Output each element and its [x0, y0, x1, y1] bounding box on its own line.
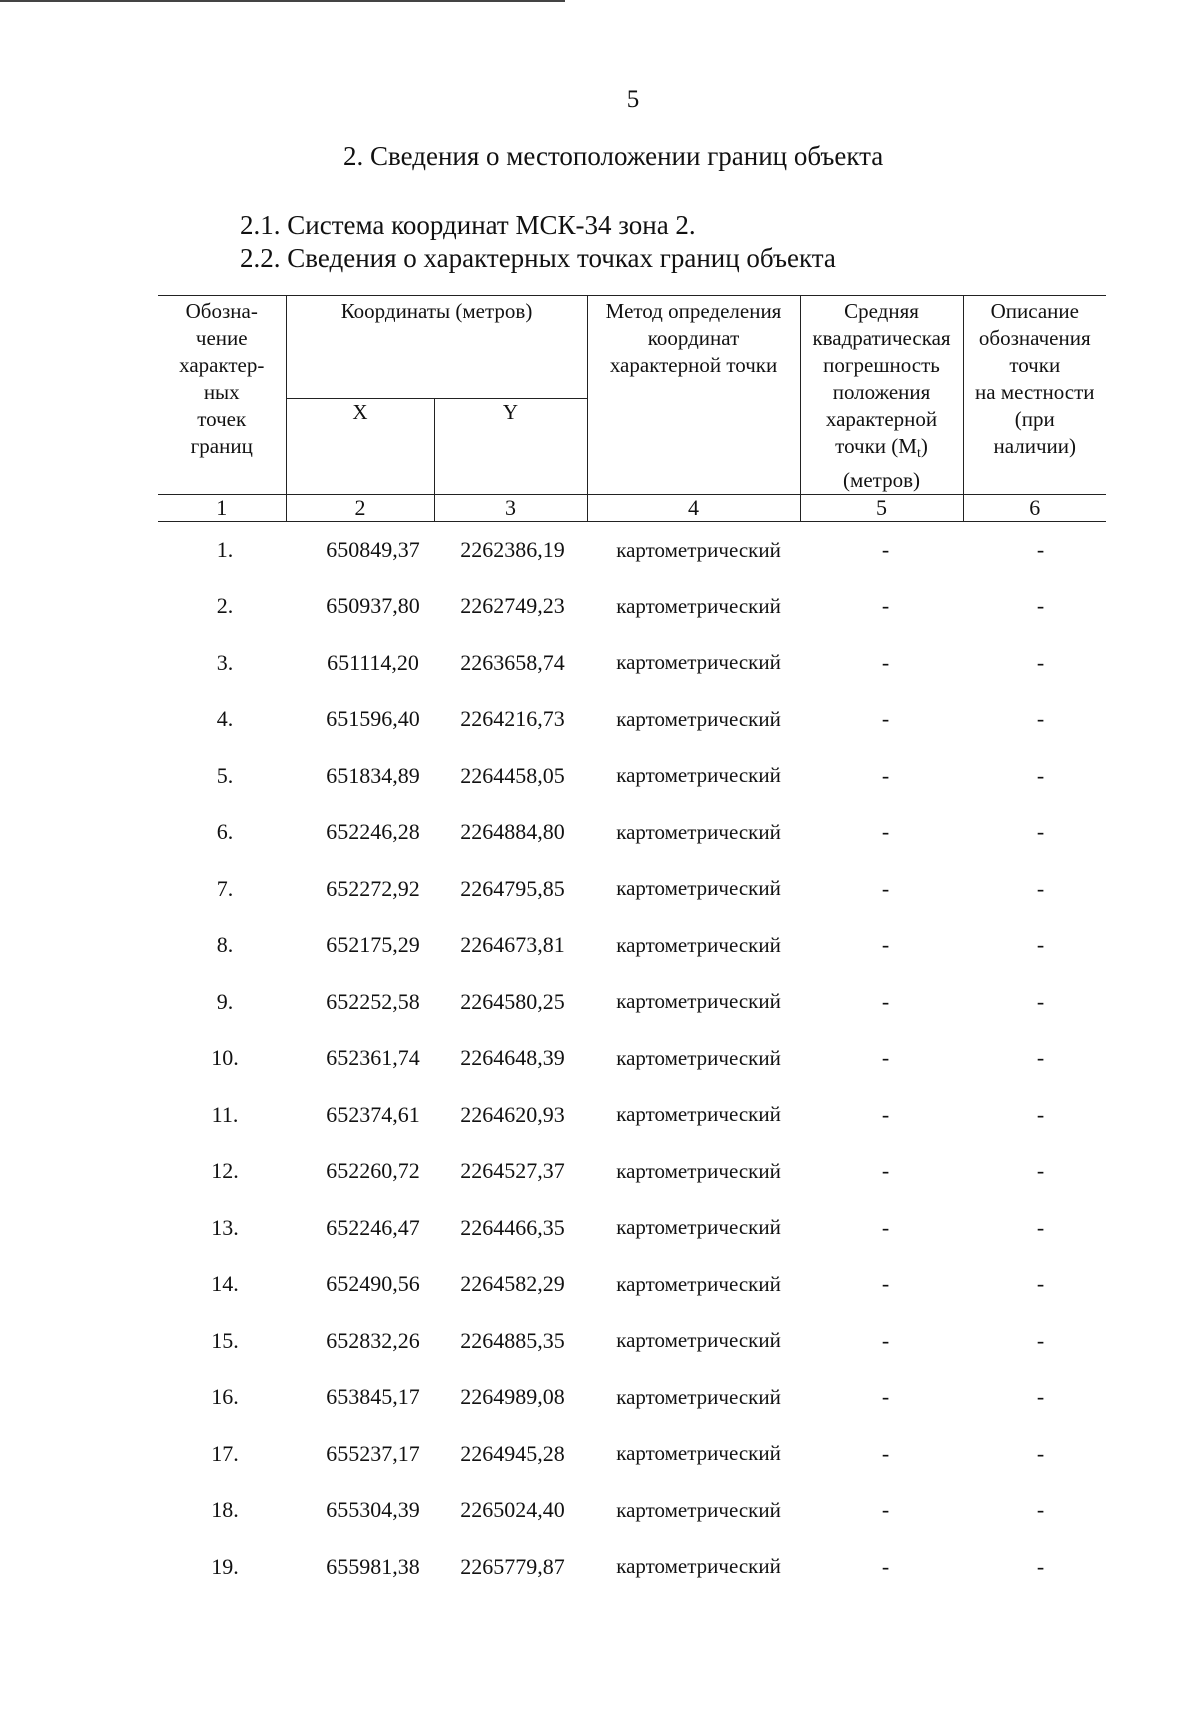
coord-y: 2264945,28	[460, 1440, 565, 1466]
point-number: 12.	[211, 1158, 239, 1184]
mean-error: -	[881, 819, 890, 845]
coord-y: 2264673,81	[460, 932, 565, 958]
method: картометрический	[616, 1158, 781, 1183]
coord-y: 2264527,37	[460, 1158, 565, 1184]
mean-error: -	[881, 1271, 890, 1297]
description: -	[1036, 1440, 1045, 1466]
table-row	[158, 1426, 1106, 1483]
coord-x: 652490,56	[326, 1271, 420, 1297]
table-row	[158, 748, 1106, 805]
subsection-points-info: 2.2. Сведения о характерных точках границ объекта	[240, 243, 836, 273]
point-number: 18.	[211, 1497, 239, 1523]
header-point-designation: Обозна- чение характер- ных точек границ	[158, 296, 286, 495]
coord-y: 2264885,35	[460, 1327, 565, 1353]
description: -	[1036, 706, 1045, 732]
mean-error: -	[881, 1327, 890, 1353]
header-description: Описание обозначения точки на местности (при наличии)	[963, 296, 1106, 495]
method: картометрический	[616, 537, 781, 562]
coord-x: 652246,28	[326, 819, 420, 845]
column-number: 3	[434, 495, 587, 522]
coord-y: 2264795,85	[460, 875, 565, 901]
table-row	[158, 861, 1106, 918]
description: -	[1036, 537, 1045, 562]
description: -	[1036, 1101, 1045, 1127]
method: картометрический	[616, 1497, 781, 1522]
description: -	[1036, 1271, 1045, 1297]
point-number: 6.	[216, 819, 234, 845]
coord-y: 2265024,40	[460, 1497, 565, 1523]
column-number: 5	[800, 495, 963, 522]
table-row	[158, 1256, 1106, 1313]
section-title: 2. Сведения о местоположении границ объекта	[343, 141, 884, 171]
coord-y: 2264216,73	[460, 706, 565, 732]
method: картометрический	[616, 876, 781, 901]
description: -	[1036, 1327, 1045, 1353]
coord-x: 650937,80	[326, 593, 420, 619]
description: -	[1036, 932, 1045, 958]
header-method: Метод определения координат характерной точки	[587, 296, 800, 495]
coord-y: 2264884,80	[460, 819, 565, 845]
method: картометрический	[616, 1384, 781, 1409]
method: картометрический	[616, 989, 781, 1014]
table-row	[158, 1087, 1106, 1144]
header-mean-error: Средняя квадратическая погрешность положения характерной точки (Mt) (метров)	[800, 296, 963, 495]
point-number: 10.	[211, 1045, 239, 1071]
page-number: 5	[626, 86, 640, 113]
column-number: 6	[963, 495, 1106, 522]
point-number: 16.	[211, 1384, 239, 1410]
description: -	[1036, 1384, 1045, 1410]
mean-error: -	[881, 1553, 890, 1579]
description: -	[1036, 593, 1045, 619]
table-row	[158, 1313, 1106, 1370]
coord-x: 655981,38	[326, 1553, 420, 1579]
coord-y: 2264458,05	[460, 762, 565, 788]
subsection-coordinate-system: 2.1. Система координат МСК-34 зона 2.	[240, 210, 696, 240]
table-row	[158, 1200, 1106, 1257]
method: картометрический	[616, 932, 781, 957]
top-rule	[0, 0, 565, 2]
mean-error: -	[881, 706, 890, 732]
coord-x: 651834,89	[326, 762, 420, 788]
coord-x: 655304,39	[326, 1497, 420, 1523]
column-number: 4	[587, 495, 800, 522]
point-number: 15.	[211, 1327, 239, 1353]
method: картометрический	[616, 1554, 781, 1579]
mean-error: -	[881, 762, 890, 788]
mean-error: -	[881, 1440, 890, 1466]
coord-x: 652374,61	[326, 1101, 420, 1127]
description: -	[1036, 649, 1045, 675]
mean-error: -	[881, 1101, 890, 1127]
method: картометрический	[616, 650, 781, 675]
method: картометрический	[616, 1441, 781, 1466]
table-row	[158, 578, 1106, 635]
mean-error: -	[881, 875, 890, 901]
coord-x: 653845,17	[326, 1384, 420, 1410]
mean-error: -	[881, 1384, 890, 1410]
method: картометрический	[616, 1045, 781, 1070]
coord-y: 2262749,23	[460, 593, 565, 619]
method: картометрический	[616, 763, 781, 788]
coord-x: 650849,37	[326, 537, 420, 562]
table-row	[158, 1030, 1106, 1087]
header-y: Y	[434, 398, 587, 494]
method: картометрический	[616, 1102, 781, 1127]
coord-x: 651114,20	[327, 649, 419, 675]
method: картометрический	[616, 1271, 781, 1296]
coord-y: 2262386,19	[460, 537, 565, 562]
mean-error: -	[881, 1158, 890, 1184]
coord-x: 652252,58	[326, 988, 420, 1014]
coord-x: 655237,17	[326, 1440, 420, 1466]
description: -	[1036, 1158, 1045, 1184]
point-number: 7.	[216, 875, 234, 901]
coord-y: 2265779,87	[460, 1553, 565, 1579]
table-row	[158, 917, 1106, 974]
table-row	[158, 1482, 1106, 1539]
point-number: 17.	[211, 1440, 239, 1466]
coord-y: 2264582,29	[460, 1271, 565, 1297]
mean-error: -	[881, 1045, 890, 1071]
table-row	[158, 1143, 1106, 1200]
point-number: 5.	[216, 762, 234, 788]
mean-error: -	[881, 593, 890, 619]
coord-x: 652260,72	[326, 1158, 420, 1184]
description: -	[1036, 1497, 1045, 1523]
coord-y: 2264580,25	[460, 988, 565, 1014]
method: картометрический	[616, 1328, 781, 1353]
coord-y: 2263658,74	[460, 649, 565, 675]
table-row	[158, 691, 1106, 748]
table-row	[158, 1539, 1106, 1596]
coord-y: 2264989,08	[460, 1384, 565, 1410]
description: -	[1036, 819, 1045, 845]
description: -	[1036, 1045, 1045, 1071]
coord-y: 2264466,35	[460, 1214, 565, 1240]
header-x: X	[286, 398, 434, 494]
table-body	[158, 522, 1106, 1596]
point-number: 14.	[211, 1271, 239, 1297]
point-number: 1.	[216, 537, 234, 562]
coord-x: 652361,74	[326, 1045, 420, 1071]
mean-error: -	[881, 537, 890, 562]
coord-y: 2264620,93	[460, 1101, 565, 1127]
description: -	[1036, 1553, 1045, 1579]
description: -	[1036, 762, 1045, 788]
column-number: 1	[158, 495, 286, 522]
boundary-points-table	[158, 295, 1106, 1595]
header-coordinates: Координаты (метров)	[286, 296, 587, 399]
method: картометрический	[616, 1215, 781, 1240]
table-row	[158, 1369, 1106, 1426]
column-number: 2	[286, 495, 434, 522]
point-number: 4.	[216, 706, 234, 732]
coord-x: 651596,40	[326, 706, 420, 732]
coord-x: 652175,29	[326, 932, 420, 958]
point-number: 11.	[211, 1101, 239, 1127]
point-number: 2.	[216, 593, 234, 619]
table-row	[158, 522, 1106, 579]
method: картометрический	[616, 706, 781, 731]
description: -	[1036, 988, 1045, 1014]
mean-error: -	[881, 649, 890, 675]
mean-error: -	[881, 988, 890, 1014]
point-number: 3.	[216, 649, 234, 675]
table-row	[158, 635, 1106, 692]
point-number: 8.	[216, 932, 234, 958]
coord-x: 652832,26	[326, 1327, 420, 1353]
mean-error: -	[881, 1497, 890, 1523]
table-row	[158, 974, 1106, 1031]
description: -	[1036, 1214, 1045, 1240]
method: картометрический	[616, 593, 781, 618]
mean-error: -	[881, 932, 890, 958]
mean-error: -	[881, 1214, 890, 1240]
coord-y: 2264648,39	[460, 1045, 565, 1071]
point-number: 13.	[211, 1214, 239, 1240]
point-number: 19.	[211, 1553, 239, 1579]
point-number: 9.	[216, 988, 234, 1014]
method: картометрический	[616, 819, 781, 844]
coord-x: 652246,47	[326, 1214, 420, 1240]
coord-x: 652272,92	[326, 875, 420, 901]
table-row	[158, 804, 1106, 861]
description: -	[1036, 875, 1045, 901]
